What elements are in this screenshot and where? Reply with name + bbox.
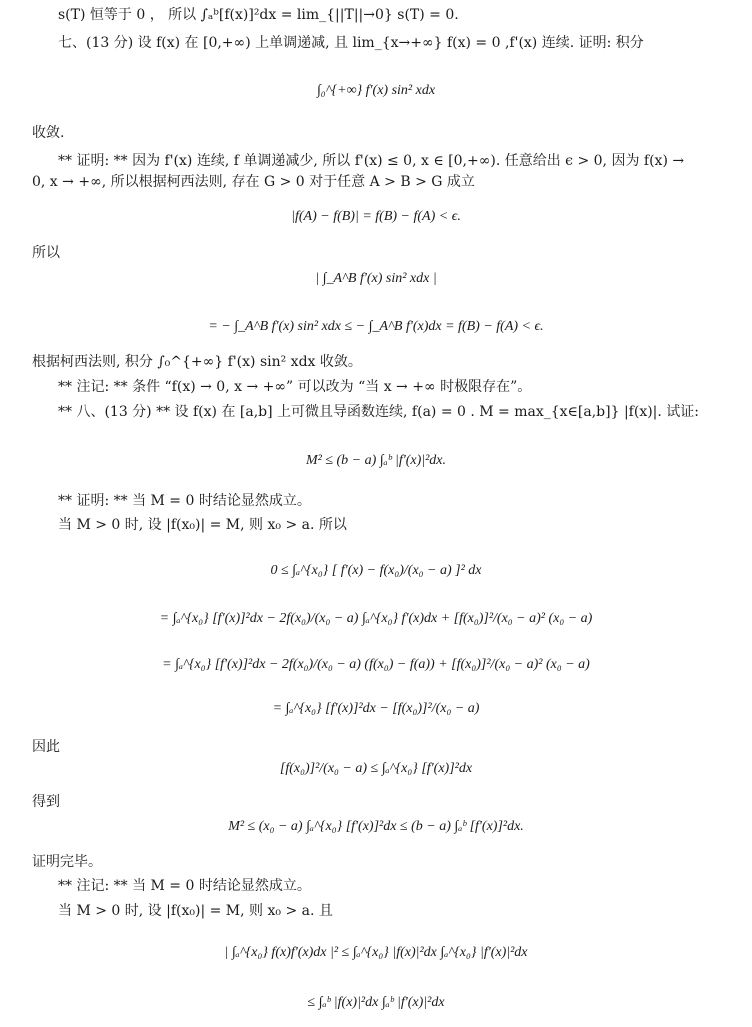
equation-final: M² ≤ (x₀ − a) ∫ₐ^{x₀} [f'(x)]²dx ≤ (b − a) ∫ₐᵇ [f'(x)]²dx. (228, 819, 524, 834)
remark-8-line-1: ** 注记: ** 当 M = 0 时结论显然成立。 (58, 878, 311, 894)
proof-7-line-2: 0, x → +∞, 所以根据柯西法则, 存在 G > 0 对于任意 A > B > G 成立 (32, 174, 475, 190)
proof-7-line-1: ** 证明: ** 因为 f'(x) 连续, f 单调递减少, 所以 f'(x) ≤ 0, x ∈ [0,+∞). 任意给出 ϵ > 0, 因为 f(x) → (58, 153, 685, 169)
text-line-hence: 因此 (32, 739, 60, 755)
text-line-conclusion-7: 根据柯西法则, 积分 ∫₀^{+∞} f'(x) sin² xdx 收敛。 (32, 354, 362, 370)
equation-inequality: [f(x₀)]²/(x₀ − a) ≤ ∫ₐ^{x₀} [f'(x)]²dx (279, 761, 473, 776)
equation-expand-1: = ∫ₐ^{x₀} [f'(x)]²dx − 2f(x₀)/(x₀ − a) ∫ₐ^{x₀} f'(x)dx + [f(x₀)]²/(x₀ − a)² (x₀ − a) (159, 611, 593, 626)
equation-abs-integral: | ∫_A^B f'(x) sin² xdx | (315, 271, 437, 286)
proof-8-line-2: 当 M > 0 时, 设 |f(x₀)| = M, 则 x₀ > a. 所以 (58, 517, 347, 533)
equation-cauchy-schwarz: | ∫ₐ^{x₀} f(x)f'(x)dx |² ≤ ∫ₐ^{x₀} |f(x)|²dx ∫ₐ^{x₀} |f'(x)|²dx (224, 945, 528, 960)
equation-expand-2: = ∫ₐ^{x₀} [f'(x)]²dx − 2f(x₀)/(x₀ − a) (f(x₀) − f(a)) + [f(x₀)]²/(x₀ − a)² (x₀ − a) (162, 657, 590, 672)
equation-cauchy-schwarz-2: ≤ ∫ₐᵇ |f(x)|²dx ∫ₐᵇ |f'(x)|²dx (307, 995, 445, 1010)
equation-square-integral: 0 ≤ ∫ₐ^{x₀} [ f'(x) − f(x₀)/(x₀ − a) ]² dx (270, 563, 482, 578)
remark-7: ** 注记: ** 条件 “f(x) → 0, x → +∞” 可以改为 “当 x → +∞ 时极限存在”。 (58, 379, 532, 395)
text-line-converges: 收敛. (32, 125, 65, 141)
text-line-1: s(T) 恒等于 0 ， 所以 ∫ₐᵇ[f(x)]²dx = lim_{||T||→0} s(T) = 0. (58, 7, 459, 23)
equation-bound: = − ∫_A^B f'(x) sin² xdx ≤ − ∫_A^B f'(x)dx = f(B) − f(A) < ϵ. (208, 319, 544, 334)
equation-integral: ∫₀^{+∞} f'(x) sin² xdx (316, 83, 436, 98)
text-line-obtain: 得到 (32, 794, 60, 810)
text-line-qed: 证明完毕。 (32, 854, 102, 870)
equation-expand-3: = ∫ₐ^{x₀} [f'(x)]²dx − [f(x₀)]²/(x₀ − a) (272, 701, 480, 716)
proof-8-line-1: ** 证明: ** 当 M = 0 时结论显然成立。 (58, 493, 311, 509)
equation-cauchy: |f(A) − f(B)| = f(B) − f(A) < ϵ. (291, 209, 461, 224)
remark-8-line-2: 当 M > 0 时, 设 |f(x₀)| = M, 则 x₀ > a. 且 (58, 903, 333, 919)
text-line-therefore: 所以 (32, 245, 60, 261)
equation-claim: M² ≤ (b − a) ∫ₐᵇ |f'(x)|²dx. (305, 453, 447, 468)
problem-7-statement: 七、(13 分) 设 f(x) 在 [0,+∞) 上单调递减, 且 lim_{x→+∞} f(x) = 0 ,f'(x) 连续. 证明: 积分 (58, 35, 644, 51)
problem-8-statement: ** 八、(13 分) ** 设 f(x) 在 [a,b] 上可微且导函数连续, f(a) = 0 . M = max_{x∈[a,b]} |f(x)|. 试证: (58, 404, 700, 420)
